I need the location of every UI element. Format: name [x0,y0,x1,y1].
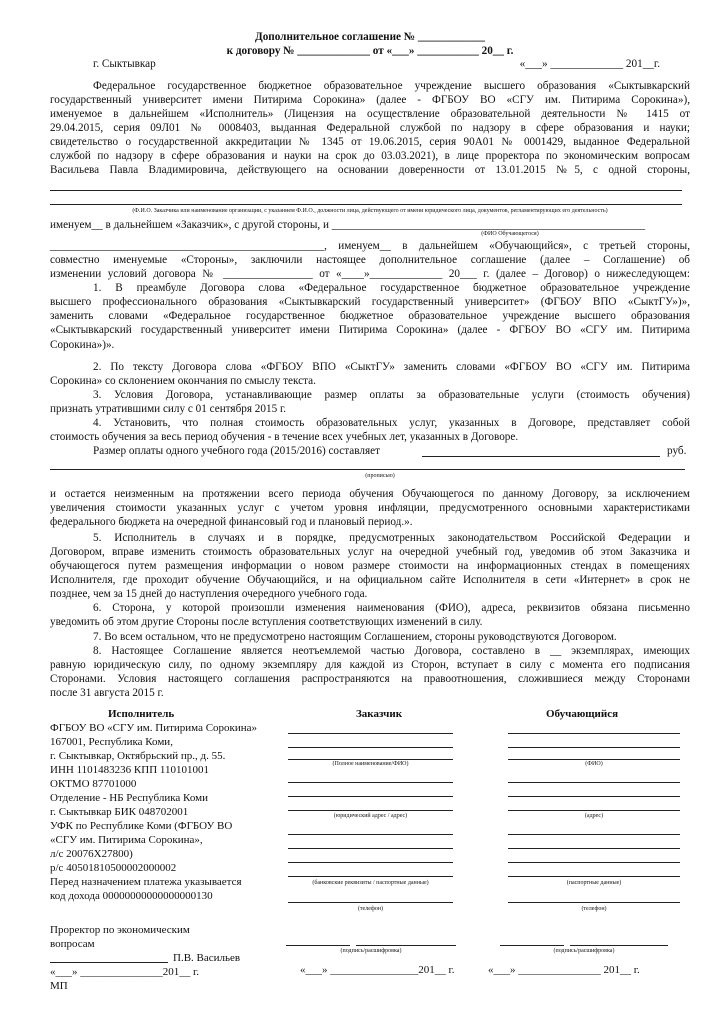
customer-name-line[interactable] [50,204,682,205]
executor-detail-line: УФК по Республике Коми (ФГБОУ ВО [50,820,233,832]
customer-caption: (Ф.И.О. Заказчика или наименование организации, с указанием Ф.И.О., должности лица, действующего от имени юридического лица, документов, регламентирующих его деятельность) [132,208,608,214]
customer-field-line[interactable] [288,759,453,760]
words-caption: (прописью) [365,473,395,479]
student-field-line[interactable] [508,834,680,835]
clause-8: 8. Настоящее Соглашение является неотъемлемой частью Договора, составлено в __ экземплярах, имеющих [93,645,690,657]
clause-5: 5. Исполнитель в случаях и в порядке, предусмотренных законодательством Российской Федерации и [93,532,690,544]
student-caption: (ФИО Обучающегося) [481,231,539,237]
clause-4: стоимость обучения за весь период обучения - в течение всех учебных лет, указанных в Договоре. [50,431,519,443]
clause-1: высшего профессионального образования «Сыктывкарский государственный университет» (ФГБОУ ВПО «СыктГУ»)», [50,296,690,308]
student-signature-line[interactable] [500,945,564,946]
payment-label: Размер оплаты одного учебного года (2015/2016) составляет [93,445,380,457]
executor-stamp: МП [50,980,68,992]
payment-unit: руб. [667,445,687,457]
customer-field-line[interactable] [288,848,453,849]
clause-1: заменить словами «Федеральное государственное бюджетное образовательное учреждение высшего образования [50,310,690,322]
clause-3: признать утратившими силу с 01 сентября 2015 г. [50,403,287,415]
executor-detail-line: ФГБОУ ВО «СГУ им. Питирима Сорокина» [50,722,258,734]
customer-signature-caption: (подпись/расшифровка) [340,948,402,954]
customer-date: «___» ________________201__ г. [300,964,455,976]
customer-heading: Заказчик [356,708,403,720]
student-field-line[interactable] [508,759,680,760]
customer-signature-decoding-line[interactable] [356,945,456,946]
student-field-line[interactable] [508,733,680,734]
clause-6: уведомить об этом другие Стороны после вступления соответствующих изменений в силу. [50,616,483,628]
clause-5: позднее, чем за 15 дней до наступления очередного учебного года. [50,588,368,600]
customer-address-caption: (юридический адрес / адрес) [333,813,408,819]
clause-7: 7. Во всем остальном, что не предусмотрено настоящим Соглашением, стороны руководствуются Договором. [93,631,617,643]
customer-name-line[interactable] [50,190,682,191]
student-field-line[interactable] [508,848,680,849]
header-date: «___» _____________ 201__г. [519,58,660,70]
clause-5: Договором, вправе изменить стоимость образовательных услуг на очередной учебный год, уведомив об этом Заказчика и [50,546,690,558]
city: г. Сыктывкар [93,58,156,70]
document-title: Дополнительное соглашение № ____________ [255,31,485,43]
student-passport-caption: (паспортные данные) [566,880,622,886]
clause-2: Сорокина» со склонением окончания по смыслу текста. [50,375,316,387]
clause-5: Исполнителя, где проходит обучение Обучающийся, и на официальном сайте Исполнителя в сети «Интернет» в срок не [50,574,690,586]
student-signature-caption: (подпись/расшифровка) [553,948,615,954]
student-field-line[interactable] [508,810,680,811]
executor-detail-line: «СГУ им. Питирима Сорокина», [50,834,203,846]
customer-name-caption: (Полное наименование/ФИО) [332,761,409,767]
customer-field-line[interactable] [288,747,453,748]
executor-date: «___» _______________201__ г. [50,966,200,978]
student-date: «___» _______________ 201__ г. [488,964,640,976]
clause-8: равную юридическую силу, по одному экземпляру для каждой из Сторон, вступает в силу с момента его подписания [50,659,690,671]
clause-8: Сторонами. Условия настоящего соглашения распространяются на правоотношения, сложившиеся между Сторонами [50,673,690,685]
executor-signature-line[interactable] [50,962,168,963]
clause-1: «Сыктывкарский государственный университет имени Питирима Сорокина» (далее - ФГБОУ ВО «СГУ им. Питирима [50,324,690,336]
student-signature-decoding-line[interactable] [570,945,668,946]
customer-field-line[interactable] [288,810,453,811]
customer-phone-caption: (телефон) [357,906,384,912]
executor-detail-line: Перед назначением платежа указывается [50,876,242,888]
executor-detail-line: г. Сыктывкар, Октябрьский пр., д. 55. [50,750,226,762]
payment-words-line[interactable] [50,469,685,470]
executor-detail-line: г. Сыктывкар БИК 048702001 [50,806,189,818]
student-field-line[interactable] [508,747,680,748]
student-phone-caption: (телефон) [581,906,607,912]
preamble-line: государственный университет имени Питирима Сорокина» (далее - ФГБОУ ВО «СГУ им. Питирима Сорокина»), [50,94,690,106]
clause-4: 4. Установить, что полная стоимость образовательных услуг, указанных в Договоре, представляет собой [93,417,690,429]
payment-continued: и остается неизменным на протяжении всего периода обучения Обучающегося по данному Договору, за исключением [50,488,690,500]
executor-heading: Исполнитель [108,708,175,720]
clause-1: Сорокина»)». [50,339,115,351]
executor-detail-line: код дохода 00000000000000000130 [50,890,213,902]
executor-detail-line: р/с 40501810500002000002 [50,862,177,874]
preamble-line: свидетельство о государственной аккредитации № 1345 от 19.06.2015, серия 90А01 № 0001429, выданное Федеральной [50,136,690,148]
preamble-line: службой по надзору в сфере образования и науки на срок до 03.03.2021), в лице проректора по экономическим вопросам [50,150,690,162]
customer-bank-caption: (банковские реквизиты / паспортные данные) [312,880,429,886]
student-field-line[interactable] [508,796,680,797]
preamble-line: Федеральное государственное бюджетное образовательное учреждение высшего образования «Сыктывкарский [93,80,690,92]
executor-detail-line: ОКТМО 87701000 [50,778,137,790]
customer-field-line[interactable] [288,733,453,734]
student-name-caption: (ФИО) [585,761,603,767]
executor-detail-line: л/с 20076X27800) [50,848,133,860]
customer-field-line[interactable] [288,876,453,877]
student-address-caption: (адрес) [584,813,604,819]
parties-line: изменении условий договора № ________________ от «____»_____________ 20___ г. (далее – Договор) о нижеследующем: [50,268,690,280]
executor-signer: П.В. Васильев [173,952,241,964]
clause-3: 3. Условия Договора, устанавливающие размер оплаты за образовательные услуги (стоимость обучения) [93,389,690,401]
student-field-line[interactable] [508,876,680,877]
executor-detail-line: 167001, Республика Коми, [50,736,173,748]
parties-line: совместно именуемые «Стороны», заключили настоящее дополнительное соглашение (далее – Соглашение) об [50,254,690,266]
executor-position: Проректор по экономическим [50,924,190,936]
preamble-line: 29.04.2015, серия 09Л01 № 0008403, выданная Федеральной службой по надзору в сфере образования и науки; [50,122,690,134]
student-line: _________________________________________________, именуем__ в дальнейшем «Обучающийся», с третьей стороны, [50,240,690,252]
payment-amount-line[interactable] [422,456,660,457]
student-field-line[interactable] [508,782,680,783]
clause-8: после 31 августа 2015 г. [50,687,164,699]
customer-field-line[interactable] [288,782,453,783]
executor-position: вопросам [50,938,95,950]
student-field-line[interactable] [508,862,680,863]
payment-continued: увеличения стоимости указанных услуг с учетом уровня инфляции, предусмотренного основными характеристиками [50,502,690,514]
document-subtitle: к договору № _____________ от «___» ___________ 20__ г. [226,45,514,57]
student-heading: Обучающийся [546,708,619,720]
customer-field-line[interactable] [288,796,453,797]
student-phone-line[interactable] [508,902,680,903]
payment-continued: федерального бюджета на очередной финансовый год и плановый период.». [50,516,413,528]
customer-line: именуем__ в дальнейшем «Заказчик», с другой стороны, и ________________________________________________________ [50,219,646,231]
clause-5: обучающегося путем размещения информации о новом размере стоимости на информационных стендах в помещениях [50,560,690,572]
preamble-line: именуемое в дальнейшем «Исполнитель» (Лицензия на осуществление образовательной деятельности № 1415 от [50,108,690,120]
preamble-line: Васильева Павла Владимировича, действующего на основании доверенности от 13.01.2015 №5, с одной стороны, [50,164,690,176]
customer-field-line[interactable] [288,862,453,863]
customer-phone-line[interactable] [288,902,453,903]
executor-detail-line: Отделение - НБ Республика Коми [50,792,208,804]
executor-detail-line: ИНН 1101483236 КПП 110101001 [50,764,209,776]
customer-signature-line[interactable] [286,945,350,946]
clause-6: 6. Сторона, у которой произошли изменения наименования (ФИО), адреса, реквизитов обязана письменно [93,602,690,614]
customer-field-line[interactable] [288,834,453,835]
clause-1: 1. В преамбуле Договора слова «Федеральное государственное бюджетное образовательное учреждение [93,282,690,294]
clause-2: 2. По тексту Договора слова «ФГБОУ ВПО «СыктГУ» заменить словами «ФГБОУ ВО «СГУ им. Питирима [93,361,690,373]
